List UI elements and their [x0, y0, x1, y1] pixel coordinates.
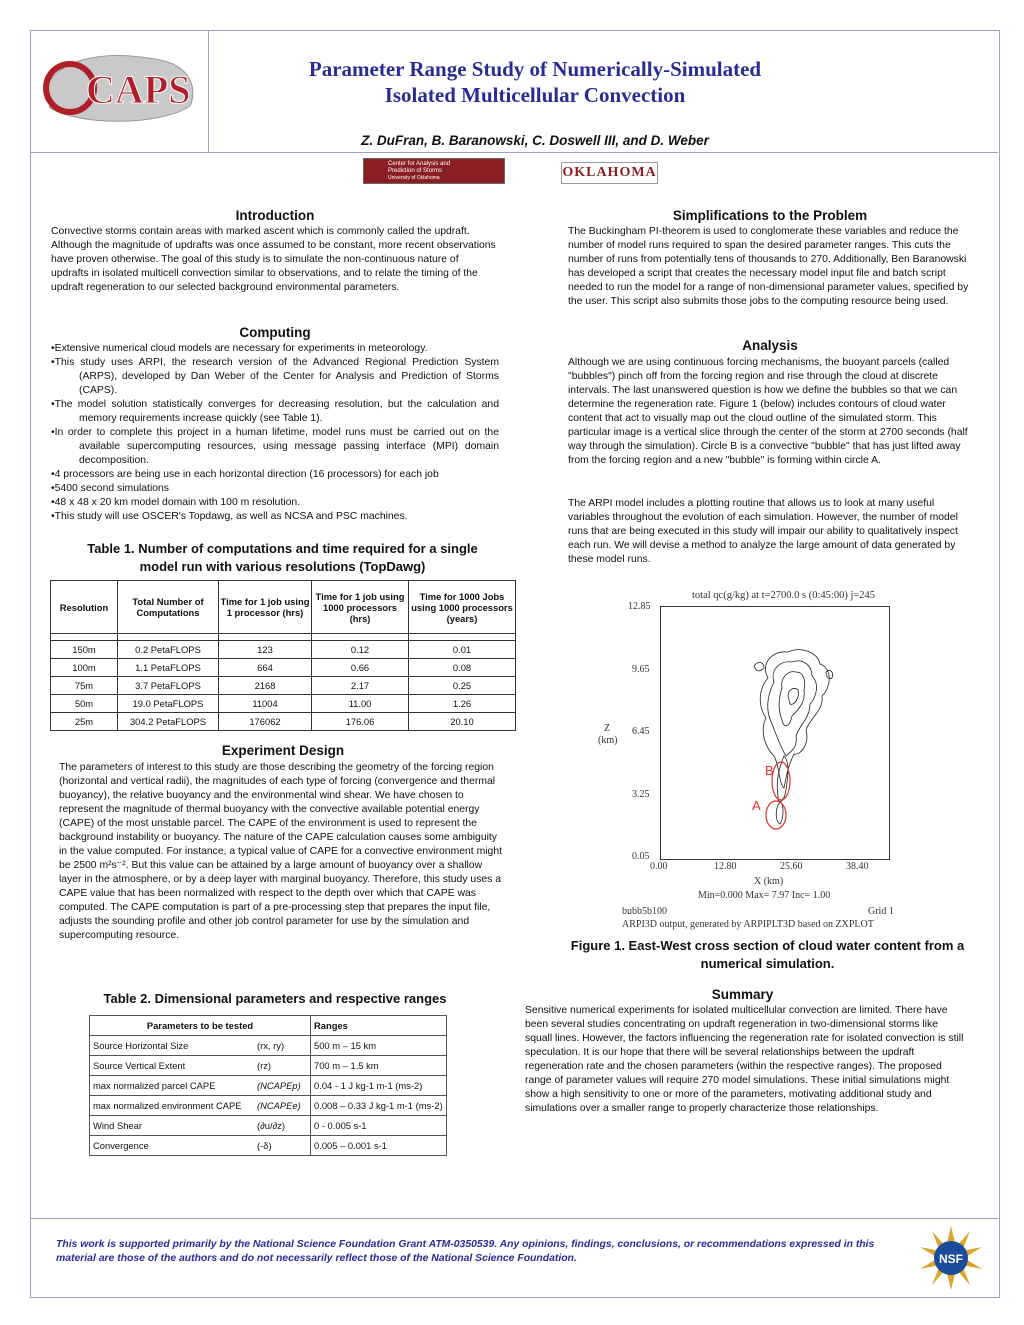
y-tick: 12.85	[628, 601, 651, 612]
header-logo-divider	[208, 30, 209, 152]
experiment-heading: Experiment Design	[221, 743, 345, 758]
table-cell: 304.2 PetaFLOPS	[118, 713, 219, 731]
table-cell: 1.1 PetaFLOPS	[118, 659, 219, 677]
y-tick: 0.05	[632, 851, 650, 862]
table-cell: 2.17	[312, 677, 409, 695]
table-row	[90, 1056, 447, 1076]
y-tick: 3.25	[632, 789, 650, 800]
table-cell: 0.005 – 0.001 s-1	[311, 1136, 447, 1156]
caps-banner-line-2: Prediction of Storms	[388, 168, 443, 174]
computing-item: •Extensive numerical cloud models are necessary for experiments in meteorology.	[51, 343, 428, 354]
table-cell: Source Horizontal Size	[90, 1036, 255, 1056]
table-cell: 176062	[219, 713, 312, 731]
table-cell: 664	[219, 659, 312, 677]
computing-item: •48 x 48 x 20 km model domain with 100 m resolution.	[51, 497, 301, 508]
ou-logo	[561, 162, 658, 184]
caps-banner-line-1: Center for Analysis and	[388, 161, 451, 167]
x-tick: 25.60	[780, 861, 803, 872]
header-divider	[30, 152, 998, 153]
table-row	[90, 1116, 447, 1136]
grid-label: Grid 1	[868, 906, 894, 917]
table-cell: 25m	[51, 713, 118, 731]
cloud-contours	[660, 606, 888, 858]
analysis-heading: Analysis	[742, 338, 798, 353]
computing-item: •In order to complete this project in a human lifetime, model runs must be carried out on the available supercomputing resources, using message passing interface (MPI) domain decomposition.	[51, 427, 499, 466]
table-cell: 2168	[219, 677, 312, 695]
table-cell: 0.01	[409, 641, 516, 659]
table-cell: 11.00	[312, 695, 409, 713]
x-tick: 12.80	[714, 861, 737, 872]
table-cell: 0.04 - 1 J kg-1 m-1 (ms-2)	[311, 1076, 447, 1096]
table-cell: Source Vertical Extent	[90, 1056, 255, 1076]
table-row	[90, 1136, 447, 1156]
x-tick: 38.40	[846, 861, 869, 872]
table-row	[51, 695, 516, 713]
table2-caption: Table 2. Dimensional parameters and respective ranges	[103, 991, 447, 1006]
table-cell: 700 m – 1.5 km	[311, 1056, 447, 1076]
table-cell: 0.12	[312, 641, 409, 659]
nsf-logo-text: NSF	[939, 1252, 963, 1266]
funding-statement: This work is supported primarily by the National Science Foundation Grant ATM-0350539. Any opinions, findings, conclusions, or recommendations expressed in this material are those of the authors and do not necessarily reflect those of the National Science Foundation.	[56, 1239, 875, 1264]
table-cell: 75m	[51, 677, 118, 695]
table-cell: (NCAPEp)	[254, 1076, 311, 1096]
table1	[50, 580, 516, 731]
y-tick: 6.45	[632, 726, 650, 737]
table-header-cell: Parameters to be tested	[90, 1016, 311, 1036]
table-row	[51, 677, 516, 695]
table-header-row	[51, 581, 516, 634]
table-cell: 0.08	[409, 659, 516, 677]
computing-item: •This study uses ARPI, the research version of the Advanced Regional Prediction System (ARPS), developed by Dan Weber of the Center for Analysis and Prediction of Storms (CAPS).	[51, 357, 499, 396]
caps-banner	[363, 158, 505, 184]
table-cell: 0.66	[312, 659, 409, 677]
simplifications-heading: Simplifications to the Problem	[672, 208, 868, 223]
table-cell: max normalized environment CAPE	[90, 1096, 255, 1116]
computing-item: •The model solution statistically converges for decreasing resolution, but the calculation and memory requirements increase quickly (see Table 1).	[51, 399, 499, 424]
table-cell: 0.008 – 0.33 J kg-1 m-1 (ms-2)	[311, 1096, 447, 1116]
table-cell: (NCAPEe)	[254, 1096, 311, 1116]
title-line-1: Parameter Range Study of Numerically-Simulated	[308, 57, 762, 81]
y-tick: 9.65	[632, 664, 650, 675]
summary-heading: Summary	[711, 987, 774, 1002]
table1-caption: Table 1. Number of computations and time required for a single model run with various resolutions (TopDawg)	[87, 541, 478, 574]
poster-title	[210, 56, 860, 108]
table-header-cell: Total Number of Computations	[118, 581, 219, 634]
nsf-logo	[918, 1225, 984, 1291]
table-cell: (∂u/∂z)	[254, 1116, 311, 1136]
table-row	[51, 659, 516, 677]
plot-stats: Min=0.000 Max= 7.97 Inc= 1.00	[698, 890, 831, 901]
figure-1-caption: Figure 1. East-West cross section of cloud water content from a numerical simulation.	[570, 938, 965, 971]
caps-banner-line-3: University of Oklahoma	[388, 175, 440, 181]
table-header-cell: Time for 1 job using 1 processor (hrs)	[219, 581, 312, 634]
y-label-z: Z	[604, 723, 611, 734]
table-header-cell: Ranges	[311, 1016, 447, 1036]
table-cell: 100m	[51, 659, 118, 677]
table-cell: 11004	[219, 695, 312, 713]
caps-logo-text: CAPS	[86, 67, 191, 112]
ou-logo-text: OKLAHOMA	[562, 165, 657, 180]
table-cell: 3.7 PetaFLOPS	[118, 677, 219, 695]
circle-a-label: A	[752, 798, 761, 813]
table-cell: 1.26	[409, 695, 516, 713]
analysis-text-2: The ARPI model includes a plotting routine that allows us to look at many useful variables throughout the evolution of each simulation. However, the number of model runs that are being executed in this study will impair our ability to qualitatively inspect each run. We will devise a method to analyze the large amount of data generated by these model runs.	[568, 498, 958, 565]
caps-logo	[40, 48, 200, 128]
table-cell: (rx, ry)	[254, 1036, 311, 1056]
table-cell: 0.2 PetaFLOPS	[118, 641, 219, 659]
experiment-text: The parameters of interest to this study are those describing the geometry of the forcing region (horizontal and vertical radii), the magnitudes of each type of forcing (convergence and thermal buoyancy), the relative buoyancy and the environmental wind shear. We have chosen to represent the magnitude of thermal buoyancy with the convective available potential energy (CAPE) of the most unstable parcel. The CAPE of the environment is used to represent the background instability or buoyancy. The nature of the CAPE calculation causes some ambiguity in the value computed. For instance, a typical value of CAPE for a convective environment might be 2500 m²s⁻². But this value can be attained by a large amount of buoyancy over a shallow layer in the atmosphere, or by a deep layer with marginal buoyancy. Therefore, this study uses a CAPE value that has been normalized with respect to the depth over which that CAPE was computed. The CAPE computation is part of a pre-processing step that prepares the input file, adjusts the sounding profile and other job control parameter for use by the simulation and supercomputing resource.	[59, 762, 502, 941]
intro-heading: Introduction	[235, 208, 315, 223]
table2	[89, 1015, 447, 1156]
circle-b-label: B	[765, 763, 774, 778]
computing-list	[51, 342, 499, 524]
table-cell: 123	[219, 641, 312, 659]
table-header-cell: Resolution	[51, 581, 118, 634]
run-name: bubb5b100	[622, 906, 667, 917]
table-cell: 150m	[51, 641, 118, 659]
figure-1	[594, 590, 944, 935]
table-row	[51, 641, 516, 659]
table-row	[90, 1036, 447, 1056]
table-cell: 50m	[51, 695, 118, 713]
table-header-cell: Time for 1000 Jobs using 1000 processors (years)	[409, 581, 516, 634]
footer-divider	[30, 1218, 998, 1219]
table-cell: 500 m – 15 km	[311, 1036, 447, 1056]
table-cell: 19.0 PetaFLOPS	[118, 695, 219, 713]
table-row	[90, 1096, 447, 1116]
table-header-row	[90, 1016, 447, 1036]
table-cell: 20.10	[409, 713, 516, 731]
authors: Z. DuFran, B. Baranowski, C. Doswell III, and D. Weber	[361, 133, 709, 148]
x-label: X (km)	[754, 876, 784, 887]
table-header-cell: Time for 1 job using 1000 processors (hrs)	[312, 581, 409, 634]
table-spacer-row	[51, 634, 516, 641]
computing-item: •5400 second simulations	[51, 483, 170, 494]
intro-text: Convective storms contain areas with marked ascent which is commonly called the updraft. Although the magnitude of updrafts was once assumed to be constant, more recent observations have proven otherwise. The goal of this study is to simulate the non-continuous nature of updrafts in isolated multicell convection similar to observations, and to relate the timing of the updraft regeneration to our selected background environmental parameters.	[51, 226, 496, 293]
summary-text: Sensitive numerical experiments for isolated multicellular convection are limited. There have been several studies concentrating on updraft regeneration in two-dimensional storms like squall lines. However, the factors influencing the regeneration rate for isolated convection is still speculation. It is our hope that there will be several relationships between the updraft regeneration rate and the chosen parameters (within the respective ranges). The proposed range of parameter values will require 270 model simulations. These initial simulations might show a high sensitivity to one or more of the parameters, motivating additional study and simulations over a smaller range to properly characterize those relationships.	[525, 1005, 964, 1114]
x-tick: 0.00	[650, 861, 668, 872]
simplifications-text: The Buckingham PI-theorem is used to conglomerate these variables and reduce the number of model runs required to span the desired parameter ranges. This cuts the number of runs from potentially tens of thousands to 270. Additionally, Ben Baranowski has developed a script that creates the necessary model input file and batch script needed to run the model for a range of non-dimensional parameter values, specified by the user. This script also submits those jobs to the computing resource being used.	[568, 226, 969, 307]
table-cell: (rz)	[254, 1056, 311, 1076]
table-row	[90, 1076, 447, 1096]
y-label-km: (km)	[598, 735, 618, 746]
table-cell: max normalized parcel CAPE	[90, 1076, 255, 1096]
table-cell: Wind Shear	[90, 1116, 255, 1136]
title-line-2: Isolated Multicellular Convection	[384, 83, 686, 107]
table-cell: 0.25	[409, 677, 516, 695]
computing-heading: Computing	[239, 325, 311, 340]
table-row	[51, 713, 516, 731]
table-cell: Convergence	[90, 1136, 255, 1156]
analysis-text-1: Although we are using continuous forcing mechanisms, the buoyant parcels (called "bubbles") pinch off from the forcing region and rise through the cloud at discrete intervals. The last unanswered question is how we define the bubbles so that we can determine the regeneration rate. Figure 1 (below) includes contours of cloud water content that act to visually map out the cloud outline of the simulated storm. This particular image is a vertical slice through the center of the storm at 2700 seconds (half way through the simulation). Circle B is a convective "bubble" that has just lifted away from the forcing region and a new "bubble" is forming within circle A.	[568, 357, 968, 466]
table-cell: 176.06	[312, 713, 409, 731]
table-cell: (-δ)	[254, 1136, 311, 1156]
plot-title: total qc(g/kg) at t=2700.0 s (0:45:00) j=245	[692, 590, 876, 601]
table-cell: 0 - 0.005 s-1	[311, 1116, 447, 1136]
computing-item: •This study will use OSCER's Topdawg, as well as NCSA and PSC machines.	[51, 511, 408, 522]
computing-item: •4 processors are being use in each horizontal direction (16 processors) for each job	[51, 469, 439, 480]
generated-by: ARPI3D output, generated by ARPIPLT3D based on ZXPLOT	[622, 919, 874, 930]
